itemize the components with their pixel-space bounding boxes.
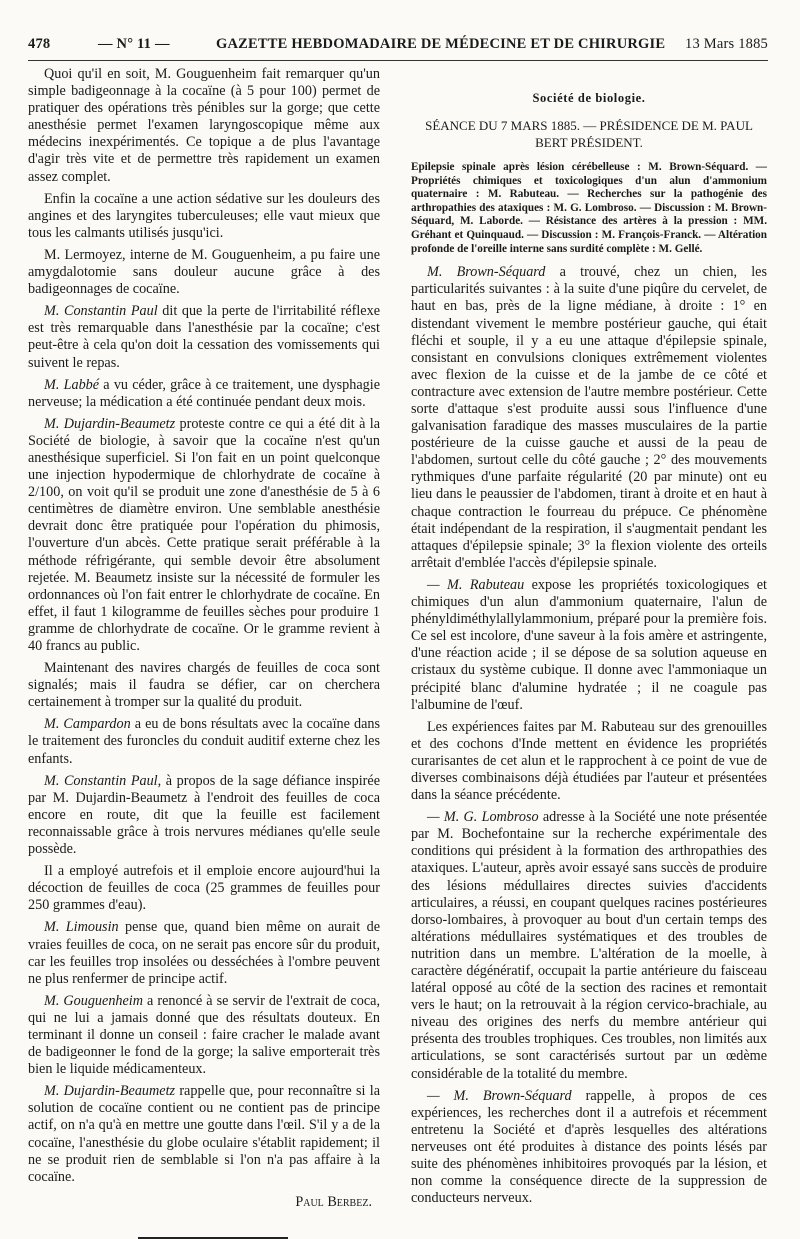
paragraph-text: adresse à la Société une note présentée par M. Bochefontaine sur la recherche expérimentale des conditions qui président à la formation des arthropathies des ataxiques. L'auteur, après avoir essayé sans succès de produire des lésions médullaires directes suivies d'accidents articulaires, a réussi, en coupant quelques racines postérieures dorso-lombaires, à provoquer au bout d'un certain temps des altérations médullaires systématiques et des troubles de nutrition dans un membre. L'altération de la moelle, à caractère dégénératif, occupait la partie antérieure du faisceau latéral opposé au côté de la section des racines et remontait vers le haut; on la retrouvait à la région cervico-brachiale, au niveau des origines des nerfs du membre antérieur qui présenta des troubles trophiques. Ces troubles, non limités aux articulations, se sont caractérisés surtout par un œdème considérable de la totalité du membre. [411, 809, 767, 1082]
issue-number: — N° 11 — [98, 36, 170, 52]
speaker-name: — M. G. Lombroso [427, 809, 539, 826]
paragraph-text: expose les propriétés toxicologiques et chimiques d'un alun d'ammonium quaternaire, l'alun de phényldiméthylallylammonium, préparé pour la première fois. Ce sel est incolore, d'une saveur à la fois amère et astringente, d'une réaction acide ; il se dépose de sa solution aqueuse en cristaux du système cubique. Il donne avec l'ammoniaque un précipité blanc d'alumine hydratée ; il ne coagule pas l'albumine de l'œuf. [411, 576, 767, 713]
paragraph: Enfin la cocaïne a une action sédative sur les douleurs des angines et des laryngites tuberculeuses; elle vaut mieux que tous les calmants utilisés jusqu'ici. [28, 190, 380, 241]
session-heading: SÉANCE DU 7 MARS 1885. — PRÉSIDENCE DE M. PAUL BERT PRÉSIDENT. [425, 118, 753, 151]
session-summary: Epilepsie spinale après lésion cérébelleuse : M. Brown-Séquard. — Propriétés chimiques et toxicologiques d'un alun d'ammonium quaternaire : M. Rabuteau. — Recherches sur la pathogénie des arthropathies des ataxiques : M. G. Lombroso. — Discussion : M. Brown-Séquard, M. Laborde. — Résistance des artères à la pression : MM. Gréhant et Quinquaud. — Discussion : M. François-Franck. — Altération profonde de l'oreille interne sans surdité complète : M. Gellé. [411, 161, 767, 255]
author-signature: Paul Berbez. [295, 1193, 372, 1210]
paragraph [28, 416, 380, 655]
speaker-name: — M. Brown-Séquard [427, 1087, 572, 1104]
paragraph-text: rappelle, à propos de ces expériences, les recherches dont il a autrefois et récemment entretenu la Société et d'après lesquelles des altérations nerveuses ont été produites à distance des points lésés par suite des phénomènes inhibitoires provoqués par la lésion, et non comme la conséquence directe de la suppression de conducteurs nerveux. [411, 1087, 767, 1207]
paragraph-text: rappelle que, pour reconnaître si la solution de cocaïne contient ou ne contient pas de principe actif, on n'a qu'à en mettre une goutte dans l'œil. S'il y a de la cocaïne, l'anesthésie du globe oculaire s'établit rapidement; il ne se produit rien de semblable si l'on n'a pas affaire à la cocaïne. [28, 1083, 381, 1185]
running-header [28, 36, 768, 62]
paragraph [28, 773, 380, 858]
left-column [28, 66, 380, 1239]
speaker-name: M. Campardon [44, 716, 131, 733]
speaker-name: M. Labbé [44, 376, 100, 393]
paragraph-text: a vu céder, grâce à ce traitement, une dysphagie nerveuse; la médication a été continuée pendant deux mois. [28, 376, 381, 410]
speaker-name: M. Brown-Séquard [427, 264, 546, 281]
header-rule [28, 60, 768, 61]
speaker-name: — M. Rabuteau [427, 576, 525, 593]
paragraph [28, 919, 380, 987]
paragraph-text: dit que la perte de l'irritabilité réflexe est très remarquable dans l'anesthésie par la cocaïne; c'est peut-être à cela qu'on doit la cessation des vomissements qui suivent le repas. [28, 303, 380, 371]
speaker-name: M. Dujardin-Beaumetz [44, 1083, 176, 1100]
paragraph [28, 1083, 380, 1186]
paragraph [411, 264, 767, 572]
paragraph: M. Lermoyez, interne de M. Gouguenheim, a pu faire une amygdalotomie sans douleur aucune grâce à des badigeonnages de cocaïne. [28, 246, 380, 298]
speaker-name: M. Constantin Paul [44, 772, 158, 789]
right-column [411, 66, 767, 1212]
paragraph [28, 716, 380, 767]
paragraph: Quoi qu'il en soit, M. Gouguenheim fait remarquer qu'un simple badigeonnage à la cocaïne (à 5 pour 100) permet de pratiquer des opérations très pénibles sur la gorge; que cette anesthésie permet l'examen laryngoscopique même aux médecins inexpérimentés. Ce topique a de plus l'avantage d'agir très vite et de permettre très rapidement un examen assez complet. [28, 66, 380, 185]
paragraph-text: pense que, quand bien même on aurait de vraies feuilles de coca, on ne serait pas encore sûr du produit, car les feuilles trop insolées ou desséchées à l'ombre peuvent ne plus renfermer de principe actif. [28, 919, 380, 987]
society-heading: Société de biologie. [532, 91, 646, 105]
paragraph-text: proteste contre ce qui a été dit à la Société de biologie, à savoir que la cocaïne n'est qu'un anesthésique superficiel. Si l'on fait en un point quelconque une injection hypodermique de chlorhydrate de cocaïne à 2/100, on voit qu'il se produit une zone d'anesthésie de 5 à 6 centimètres de diamètre environ. Une semblable anesthésie devrait donc être pratiquée pour l'opération du phimosis, l'ouverture d'un abcès. Cette pratique serait préférable à la méthode réfrigérante, qui semble devoir être absolument rejetée. M. Beaumetz insiste sur la nécessité de formuler les ordonnances où l'on fait entrer le chlorhydrate de cocaïne. En effet, il faut 1 kilogramme de feuilles sèches pour produire 1 gramme de chlorhydrate de cocaïne. Or le gramme revient à 40 francs au public. [28, 415, 381, 654]
paragraph-text: a renoncé à se servir de l'extrait de coca, qui ne lui a jamais donné que des résultats douteux. En terminant il donne un conseil : faire cracher le malade avant de badigeonner le fond de la gorge; la salive emporterait très bien le liquide médicamenteux. [28, 992, 380, 1078]
journal-title: GAZETTE HEBDOMADAIRE DE MÉDECINE ET DE CHIRURGIE [216, 36, 666, 52]
paragraph-text: a trouvé, chez un chien, les particularités suivantes : à la suite d'une piqûre du cervelet, de haut en bas, près de la ligne médiane, à droite : 1° en distendant vivement le membre postérieur gauche, qui était fléchi et souple, il y a eu une attaque d'épilepsie spinale, consistant en convulsions cloniques extrêmement violentes avec flexion de la cuisse et de la jambe de ce côté et contracture avec extension de l'autre membre postérieur. Cette sorte d'attaque s'est produite aussi sous l'influence d'une galvanisation faradique des masses musculaires de la partie postérieure de la cuisse gauche et aussi de la peau de l'abdomen, surtout celle du côté gauche ; 2° des mouvements rythmiques d'une parfaite régularité (20 par minute) ont eu lieu dans le peaussier de l'abdomen, tirant à droite et en haut à chaque contraction le fourreau du prépuce. Ce phénomène était indépendant de la respiration, il s'augmentait pendant les attaques d'épilepsie spinale; 3° la flexion violente des orteils arrêtait d'emblée l'accès d'épilepsie spinale. [411, 264, 767, 571]
speaker-name: M. Constantin Paul [44, 303, 158, 320]
paragraph [28, 993, 380, 1078]
paragraph: Maintenant des navires chargés de feuilles de coca sont signalés; mais il faudra se défier, car on cherchera certainement à tromper sur la qualité du produit. [28, 660, 380, 711]
paragraph [411, 1088, 767, 1208]
paragraph: Les expériences faites par M. Rabuteau sur des grenouilles et des cochons d'Inde mettent en évidence les propriétés curarisantes de cet alun et le rapprochent à ce point de vue de diverses combinaisons déjà étudiées par l'auteur et présentées dans la séance précédente. [411, 718, 767, 804]
page-number: 478 [28, 36, 51, 52]
paragraph [411, 577, 767, 714]
paragraph [28, 377, 380, 411]
speaker-name: M. Dujardin-Beaumetz [44, 415, 176, 432]
speaker-name: M. Limousin [44, 919, 119, 936]
paragraph: Il a employé autrefois et il emploie encore aujourd'hui la décoction de feuilles de coca (25 grammes de feuilles pour 250 grammes d'eau). [28, 863, 380, 914]
paragraph [28, 303, 380, 371]
issue-date: 13 Mars 1885 [685, 36, 768, 52]
paragraph [411, 809, 767, 1083]
paragraph-text: a eu de bons résultats avec la cocaïne dans le traitement des furoncles du conduit auditif externe chez les enfants. [28, 716, 380, 767]
speaker-name: M. Gouguenheim [44, 992, 143, 1009]
paragraph-text: , à propos de la sage défiance inspirée par M. Dujardin-Beaumetz à l'endroit des feuilles de coca encore en route, dit que la feuille est facilement reconnaissable grâce à trois nervures médianes qu'elle seule possède. [28, 772, 380, 858]
